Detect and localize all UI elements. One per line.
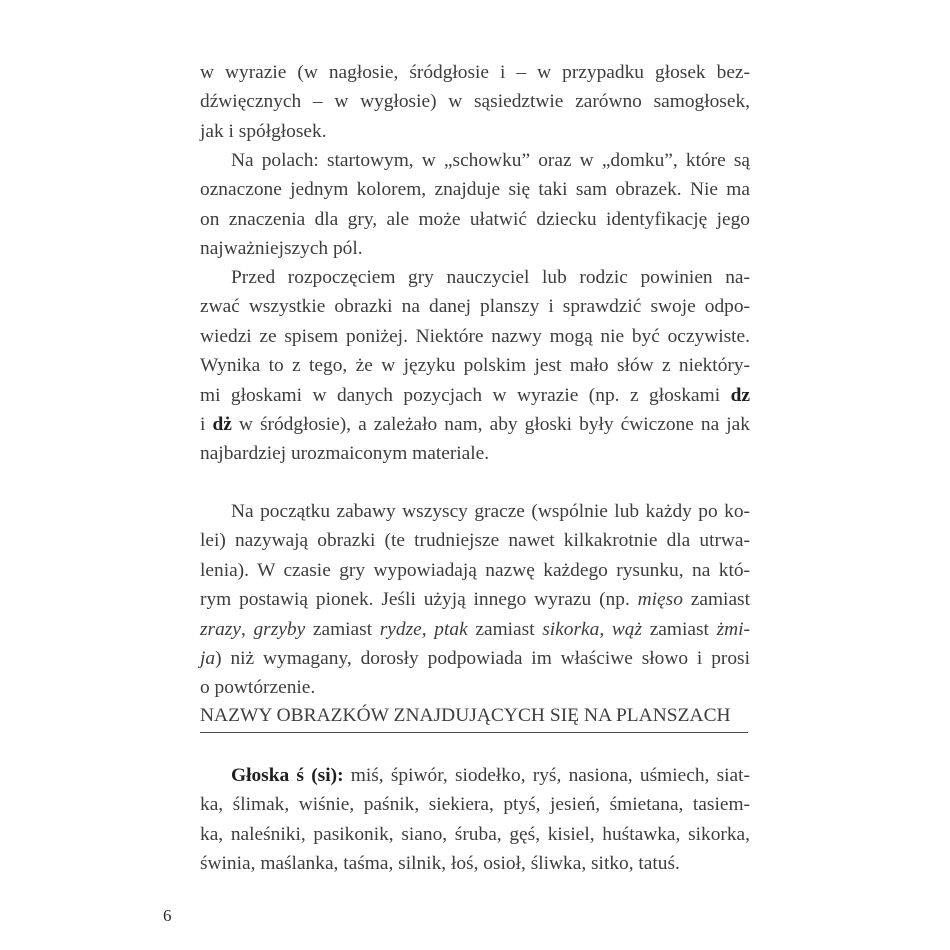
text-run: o powtórzenie. (200, 677, 316, 699)
body-line (200, 180, 750, 199)
body-line (200, 327, 750, 346)
body-line (200, 649, 750, 668)
text-run: mi głoskami w danych pozycjach w wyrazie (np. z głoskami (200, 384, 731, 406)
italic-text: mięso (637, 589, 683, 611)
text-run: Wynika to z tego, że w języku polskim jest mało słów z niektóry- (200, 355, 750, 377)
word-list-line (200, 795, 750, 814)
body-line (231, 268, 750, 287)
italic-text: rydze (379, 618, 422, 640)
text-run: ka, ślimak, wiśnie, paśnik, siekiera, ptyś, jesień, śmietana, tasiem- (200, 794, 750, 816)
text-run: zamiast (305, 618, 380, 640)
text-run: zamiast (682, 589, 750, 611)
text-run: lenia). W czasie gry wypowiadają nazwę każdego rysunku, na któ- (200, 559, 750, 581)
italic-text: zrazy (200, 618, 241, 640)
body-line (200, 92, 750, 111)
word-list-line (231, 766, 750, 785)
text-run: w śródgłosie), a zależało nam, aby głoski były ćwiczone na jak (231, 414, 750, 435)
text-run: świnia, maślanka, taśma, silnik, łoś, osioł, śliwka, sitko, tatuś. (200, 853, 680, 875)
body-line (200, 63, 750, 82)
text-run: oznaczone jednym kolorem, znajduje się taki sam obrazek. Nie ma (200, 179, 750, 201)
italic-text: żmi- (716, 618, 750, 640)
body-line (200, 210, 750, 229)
body-line (200, 531, 750, 550)
text-run: miś, śpiwór, siodełko, ryś, nasiona, uśmiech, siat- (343, 765, 750, 786)
page-number: 6 (163, 906, 172, 925)
body-line (200, 356, 750, 375)
word-list-line (200, 825, 750, 844)
body-line (200, 386, 750, 405)
bold-text: Głoska ś (si): (231, 765, 344, 786)
text-run: rym postawią pionek. Jeśli użyją innego wyrazu (np. (200, 589, 638, 611)
body-line (200, 620, 750, 639)
italic-text: ja (200, 648, 216, 669)
heading-underline (200, 732, 748, 733)
body-line (200, 590, 750, 609)
text-run: najbardziej urozmaiconym materiale. (200, 443, 490, 465)
text-run: zwać wszystkie obrazki na danej planszy i sprawdzić swoje odpo- (200, 296, 750, 318)
text-run: Na polach: startowym, w „schowku” oraz w „domku”, które są (231, 150, 750, 171)
italic-text: ptak (434, 618, 468, 640)
body-line (200, 415, 750, 434)
text-run: , (421, 618, 435, 640)
body-line (231, 151, 750, 170)
text-run: on znaczenia dla gry, ale może ułatwić dziecku identyfikację jego (200, 208, 750, 230)
text-run: zamiast (467, 618, 543, 640)
body-line (200, 297, 750, 316)
body-line (200, 122, 327, 141)
text-run: ka, naleśniki, pasikonik, siano, śruba, gęś, kisiel, huśtawka, sikorka, (200, 823, 750, 845)
italic-text: grzyby (253, 618, 306, 640)
text-run: najważniejszych pól. (200, 238, 363, 260)
text-run: i (200, 414, 213, 435)
bold-text: dz (730, 384, 750, 406)
text-run: zamiast (642, 618, 717, 640)
text-run: jak i spółgłosek. (200, 120, 327, 142)
body-line (200, 561, 750, 580)
text-run: dźwięcznych – w wygłosie) w sąsiedztwie zarówno samogłosek, (200, 91, 750, 113)
bold-text: dż (212, 414, 232, 435)
body-line (231, 502, 750, 521)
text-run: Na początku zabawy wszyscy gracze (wspólnie lub każdy po ko- (231, 501, 750, 522)
text-run: ) niż wymagany, dorosły podpowiada im właściwe słowo i prosi (215, 648, 750, 669)
text-run: Przed rozpoczęciem gry nauczyciel lub rodzic powinien na- (231, 267, 750, 288)
text-run: lei) nazywają obrazki (te trudniejsze nawet kilkakrotnie dla utrwa- (200, 530, 750, 552)
body-line (200, 678, 315, 697)
text-run: wiedzi ze spisem poniżej. Niektóre nazwy mogą nie być oczywiste. (200, 325, 750, 347)
section-heading: NAZWY OBRAZKÓW ZNAJDUJĄCYCH SIĘ NA PLANSZACH (200, 705, 731, 726)
text-run: , (240, 618, 254, 640)
word-list-line (200, 854, 680, 873)
body-line (200, 444, 489, 463)
italic-text: sikorka, wąż (542, 618, 643, 640)
body-line (200, 239, 363, 258)
text-run: w wyrazie (w nagłosie, śródgłosie i – w przypadku głosek bez- (200, 62, 750, 83)
